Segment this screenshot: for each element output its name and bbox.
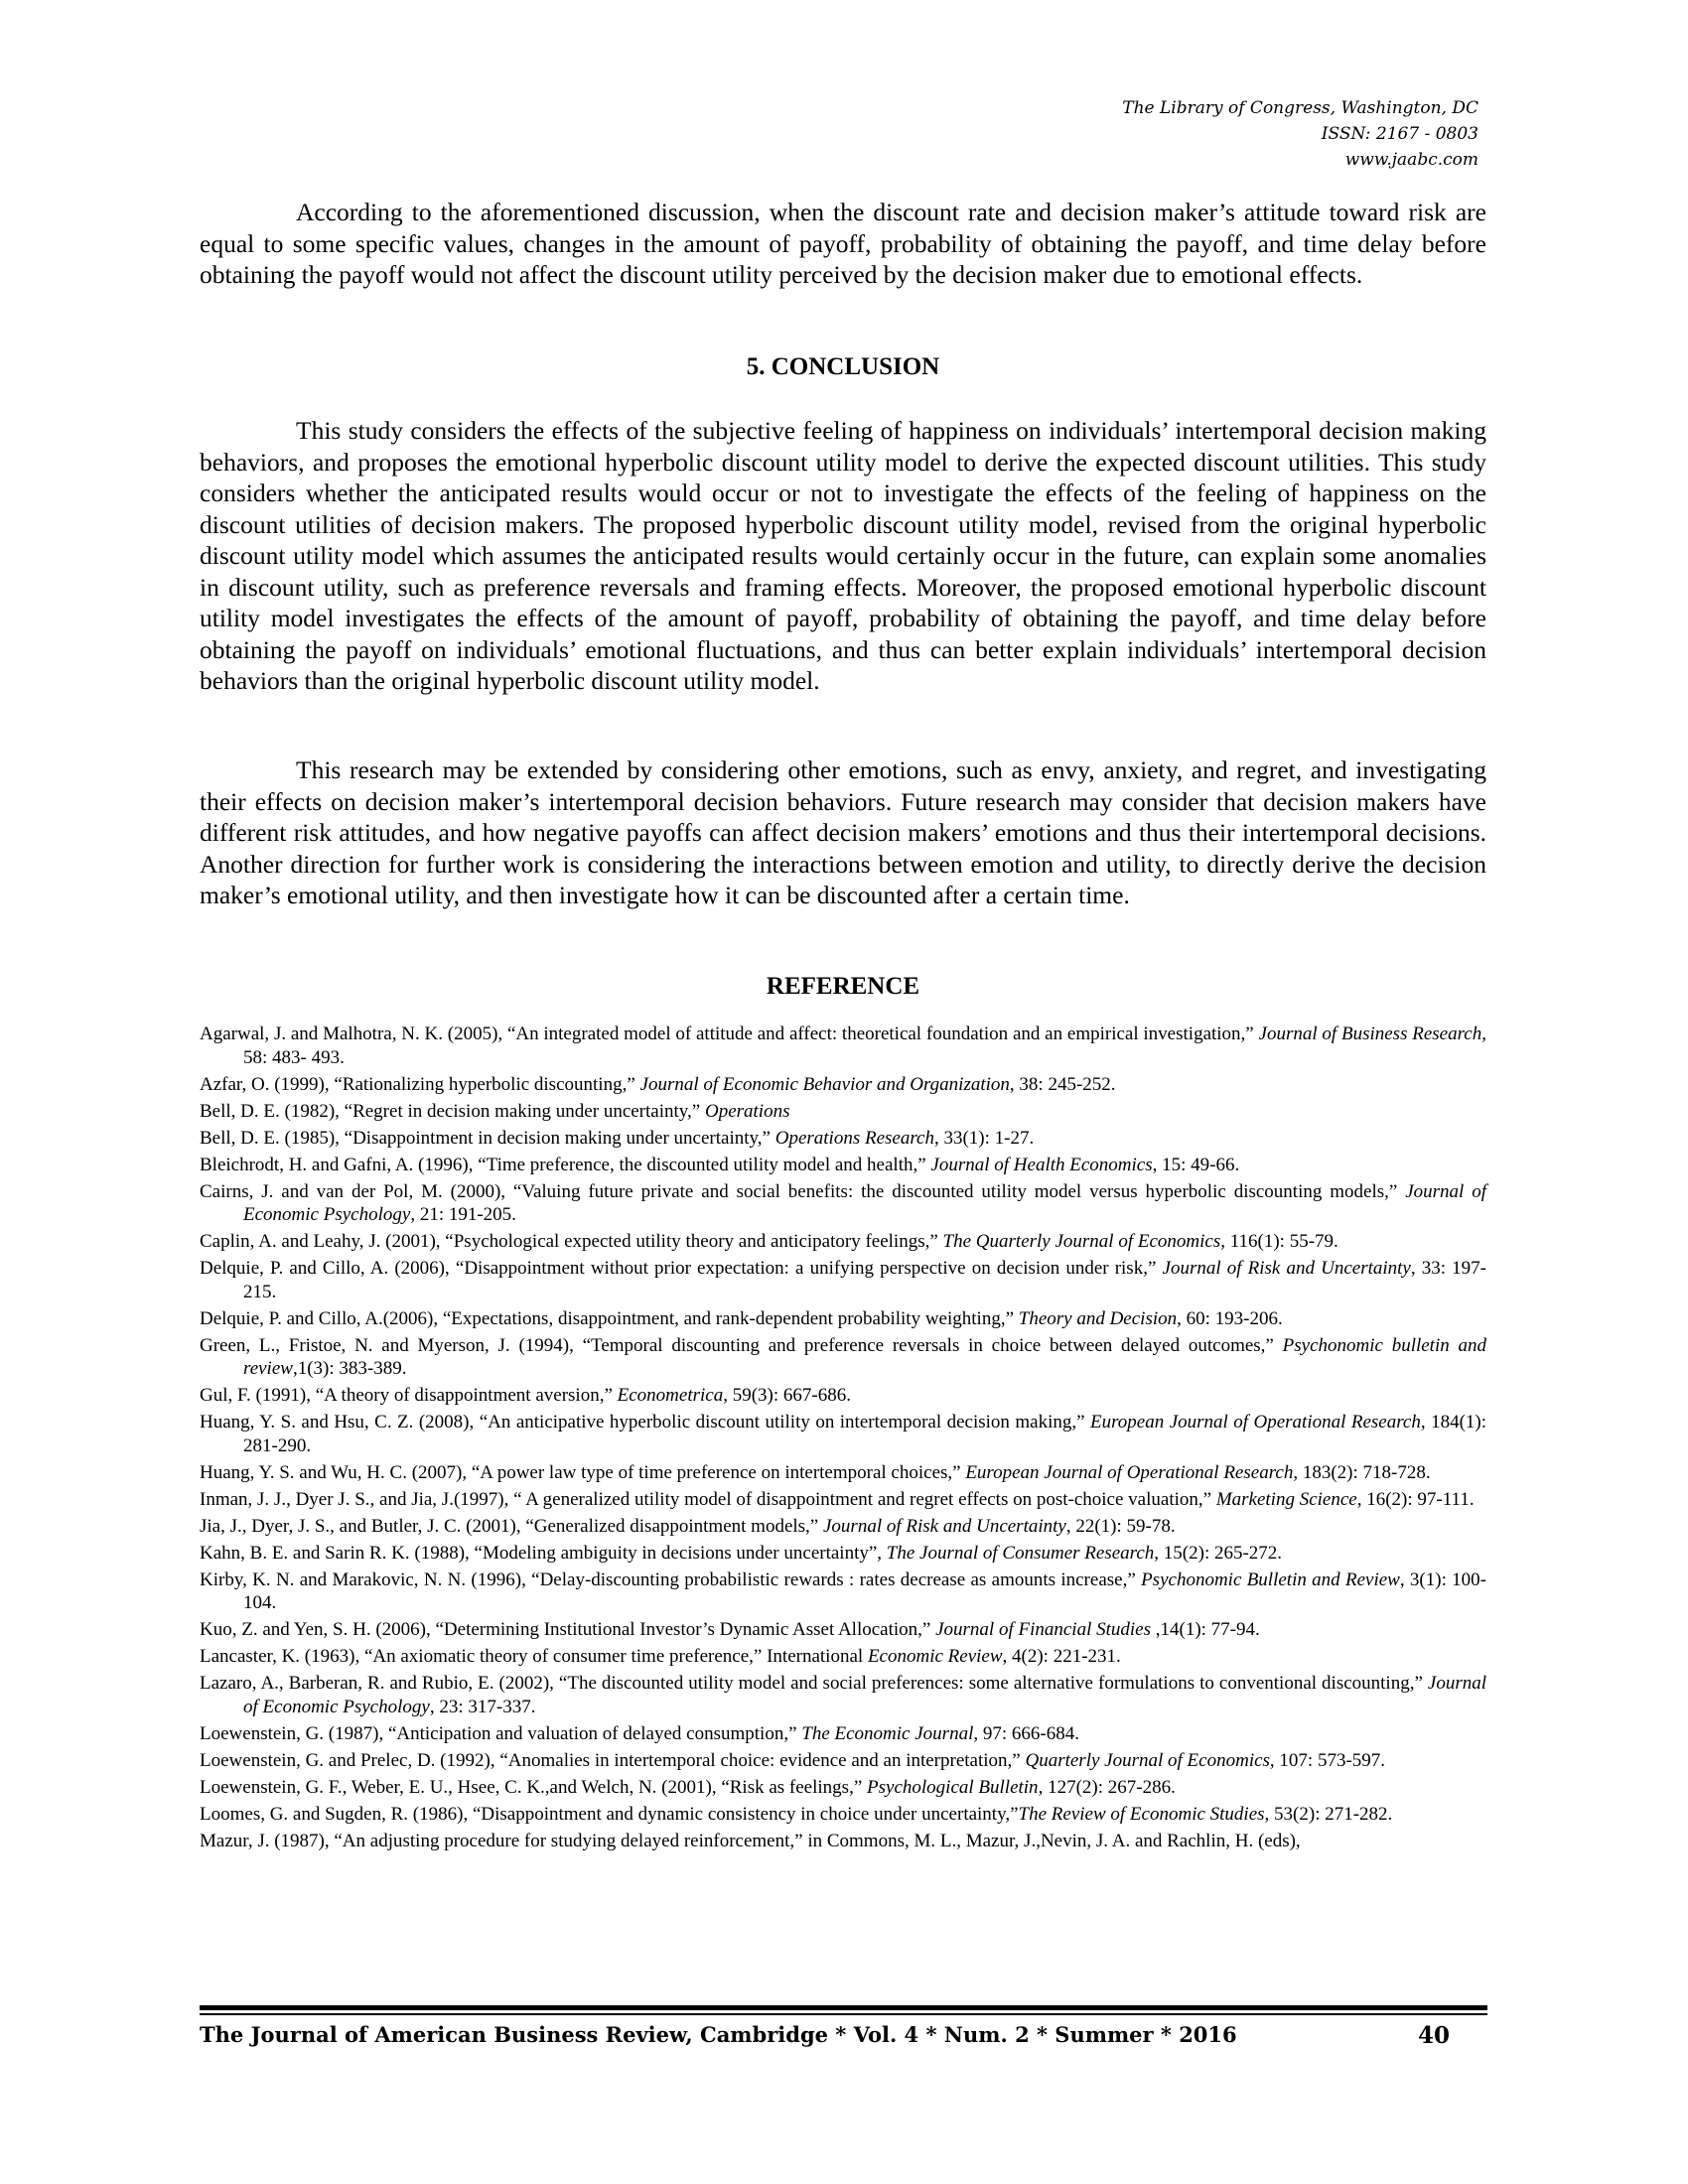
reference-item: Kirby, K. N. and Marakovic, N. N. (1996), “Delay-discounting probabilistic rewards : rates decrease as amounts increase,” Psychonomic Bulletin and Review, 3(1): 100-104. — [200, 1569, 1486, 1613]
header-library: The Library of Congress, Washington, DC — [1122, 98, 1478, 118]
reference-item: Delquie, P. and Cillo, A. (2006), “Disappointment without prior expectation: a unifying perspective on decision under risk,” Journal of Risk and Uncertainty, 33: 197-215. — [200, 1258, 1486, 1302]
reference-item: Loomes, G. and Sugden, R. (1986), “Disappointment and dynamic consistency in choice under uncertainty,”The Review of Economic Studies, 53(2): 271-282. — [200, 1803, 1393, 1825]
conclusion-paragraph-block-1 — [200, 415, 1486, 697]
reference-item: Agarwal, J. and Malhotra, N. K. (2005), “An integrated model of attitude and affect: theoretical foundation and an empirical investigation,” Journal of Business Research, 58: 483- 493. — [200, 1024, 1486, 1068]
reference-item: Bell, D. E. (1982), “Regret in decision making under uncertainty,” Operations — [200, 1100, 790, 1122]
journal-citation: The Journal of American Business Review, Cambridge * Vol. 4 * Num. 2 * Summer * 2016 — [200, 2022, 1237, 2047]
reference-item: Green, L., Fristoe, N. and Myerson, J. (1994), “Temporal discounting and preference reversals in choice between delayed outcomes,” Psychonomic bulletin and review,1(3): 383-389. — [200, 1334, 1487, 1379]
reference-item: Loewenstein, G. F., Weber, E. U., Hsee, C. K.,and Welch, N. (2001), “Risk as feelings,” Psychological Bulletin, 127(2): 267-286. — [200, 1776, 1176, 1798]
reference-item: Mazur, J. (1987), “An adjusting procedure for studying delayed reinforcement,” in Commons, M. L., Mazur, J.,Nevin, J. A. and Rachlin, H. (eds), — [200, 1830, 1301, 1851]
reference-item: Azfar, O. (1999), “Rationalizing hyperbolic discounting,” Journal of Economic Behavior and Organization, 38: 245-252. — [200, 1073, 1116, 1095]
conclusion-paragraph-block-2 — [200, 754, 1486, 911]
reference-item: Inman, J. J., Dyer J. S., and Jia, J.(1997), “ A generalized utility model of disappointment and regret effects on post-choice valuation,” Marketing Science, 16(2): 97-111. — [200, 1488, 1475, 1510]
page-number: 40 — [1417, 2022, 1450, 2049]
paragraph-conclusion-1: This study considers the effects of the subjective feeling of happiness on individuals’ intertemporal decision making behaviors, and proposes the emotional hyperbolic discount utility model to derive the expected discount utilities. This study considers whether the anticipated results would occur or not to investigate the effects of the feeling of happiness on the discount utilities of decision makers. The proposed hyperbolic discount utility model, revised from the original hyperbolic discount utility model which assumes the anticipated results would certainly occur in the future, can explain some anomalies in discount utility, such as preference reversals and framing effects. Moreover, the proposed emotional hyperbolic discount utility model investigates the effects of the amount of payoff, probability of obtaining the payoff, and time delay before obtaining the payoff on individuals’ emotional fluctuations, and thus can better explain individuals’ intertemporal decision behaviors than the original hyperbolic discount utility model. — [200, 416, 1486, 695]
reference-list — [200, 1023, 1486, 1856]
footer-divider-thin — [200, 2013, 1487, 2015]
reference-item: Bleichrodt, H. and Gafni, A. (1996), “Time preference, the discounted utility model and health,” Journal of Health Economics, 15: 49-66. — [200, 1154, 1240, 1175]
footer-divider-thick — [200, 2005, 1487, 2010]
header-website: www.jaabc.com — [1344, 150, 1478, 170]
reference-item: Lazaro, A., Barberan, R. and Rubio, E. (2002), “The discounted utility model and social preferences: some alternative formulations to conventional discounting,” Journal of Economic Psychology, 23: 317-337. — [200, 1673, 1486, 1717]
reference-item: Loewenstein, G. and Prelec, D. (1992), “Anomalies in intertemporal choice: evidence and an interpretation,” Quarterly Journal of Economics, 107: 573-597. — [200, 1749, 1386, 1771]
reference-item: Huang, Y. S. and Hsu, C. Z. (2008), “An anticipative hyperbolic discount utility on intertemporal decision making,” European Journal of Operational Research, 184(1): 281-290. — [200, 1412, 1487, 1456]
reference-item: Gul, F. (1991), “A theory of disappointment aversion,” Econometrica, 59(3): 667-686. — [200, 1385, 851, 1406]
reference-item: Delquie, P. and Cillo, A.(2006), “Expectations, disappointment, and rank-dependent probability weighting,” Theory and Decision, 60: 193-206. — [200, 1307, 1283, 1329]
conclusion-heading: 5. CONCLUSION — [746, 353, 940, 380]
header-issn: ISSN: 2167 - 0803 — [1321, 124, 1478, 144]
reference-item: Kahn, B. E. and Sarin R. K. (1988), “Modeling ambiguity in decisions under uncertainty”, The Journal of Consumer Research, 15(2): 265-272. — [200, 1542, 1283, 1564]
reference-item: Lancaster, K. (1963), “An axiomatic theory of consumer time preference,” International Economic Review, 4(2): 221-231. — [200, 1646, 1121, 1667]
reference-item: Huang, Y. S. and Wu, H. C. (2007), “A power law type of time preference on intertemporal choices,” European Journal of Operational Research, 183(2): 718-728. — [200, 1461, 1431, 1483]
reference-item: Jia, J., Dyer, J. S., and Butler, J. C. (2001), “Generalized disappointment models,” Journal of Risk and Uncertainty, 22(1): 59-78. — [200, 1515, 1176, 1537]
paragraph-conclusion-2: This research may be extended by considering other emotions, such as envy, anxiety, and regret, and investigating their effects on decision maker’s intertemporal decision behaviors. Future research may consider that decision makers have different risk attitudes, and how negative payoffs can affect decision makers’ emotions and thus their intertemporal decisions. Another direction for further work is considering the interactions between emotion and utility, to directly derive the decision maker’s emotional utility, and then investigate how it can be discounted after a certain time. — [200, 755, 1486, 909]
intro-paragraph-block — [200, 197, 1486, 291]
reference-item: Cairns, J. and van der Pol, M. (2000), “Valuing future private and social benefits: the discounted utility model versus hyperbolic discounting models,” Journal of Economic Psychology, 21: 191-205. — [200, 1180, 1486, 1225]
reference-item: Kuo, Z. and Yen, S. H. (2006), “Determining Institutional Investor’s Dynamic Asset Allocation,” Journal of Financial Studies ,14(1): 77-94. — [200, 1619, 1260, 1640]
page-header — [1122, 95, 1478, 173]
reference-item: Loewenstein, G. (1987), “Anticipation and valuation of delayed consumption,” The Economic Journal, 97: 666-684. — [200, 1722, 1079, 1744]
reference-heading: REFERENCE — [766, 973, 920, 1000]
reference-item: Caplin, A. and Leahy, J. (2001), “Psychological expected utility theory and anticipatory feelings,” The Quarterly Journal of Economics, 116(1): 55-79. — [200, 1231, 1338, 1252]
paragraph-discussion: According to the aforementioned discussion, when the discount rate and decision maker’s attitude toward risk are equal to some specific values, changes in the amount of payoff, probability of obtaining the payoff, and time delay before obtaining the payoff would not affect the discount utility perceived by the decision maker due to emotional effects. — [200, 198, 1486, 289]
reference-item: Bell, D. E. (1985), “Disappointment in decision making under uncertainty,” Operations Research, 33(1): 1-27. — [200, 1127, 1035, 1149]
